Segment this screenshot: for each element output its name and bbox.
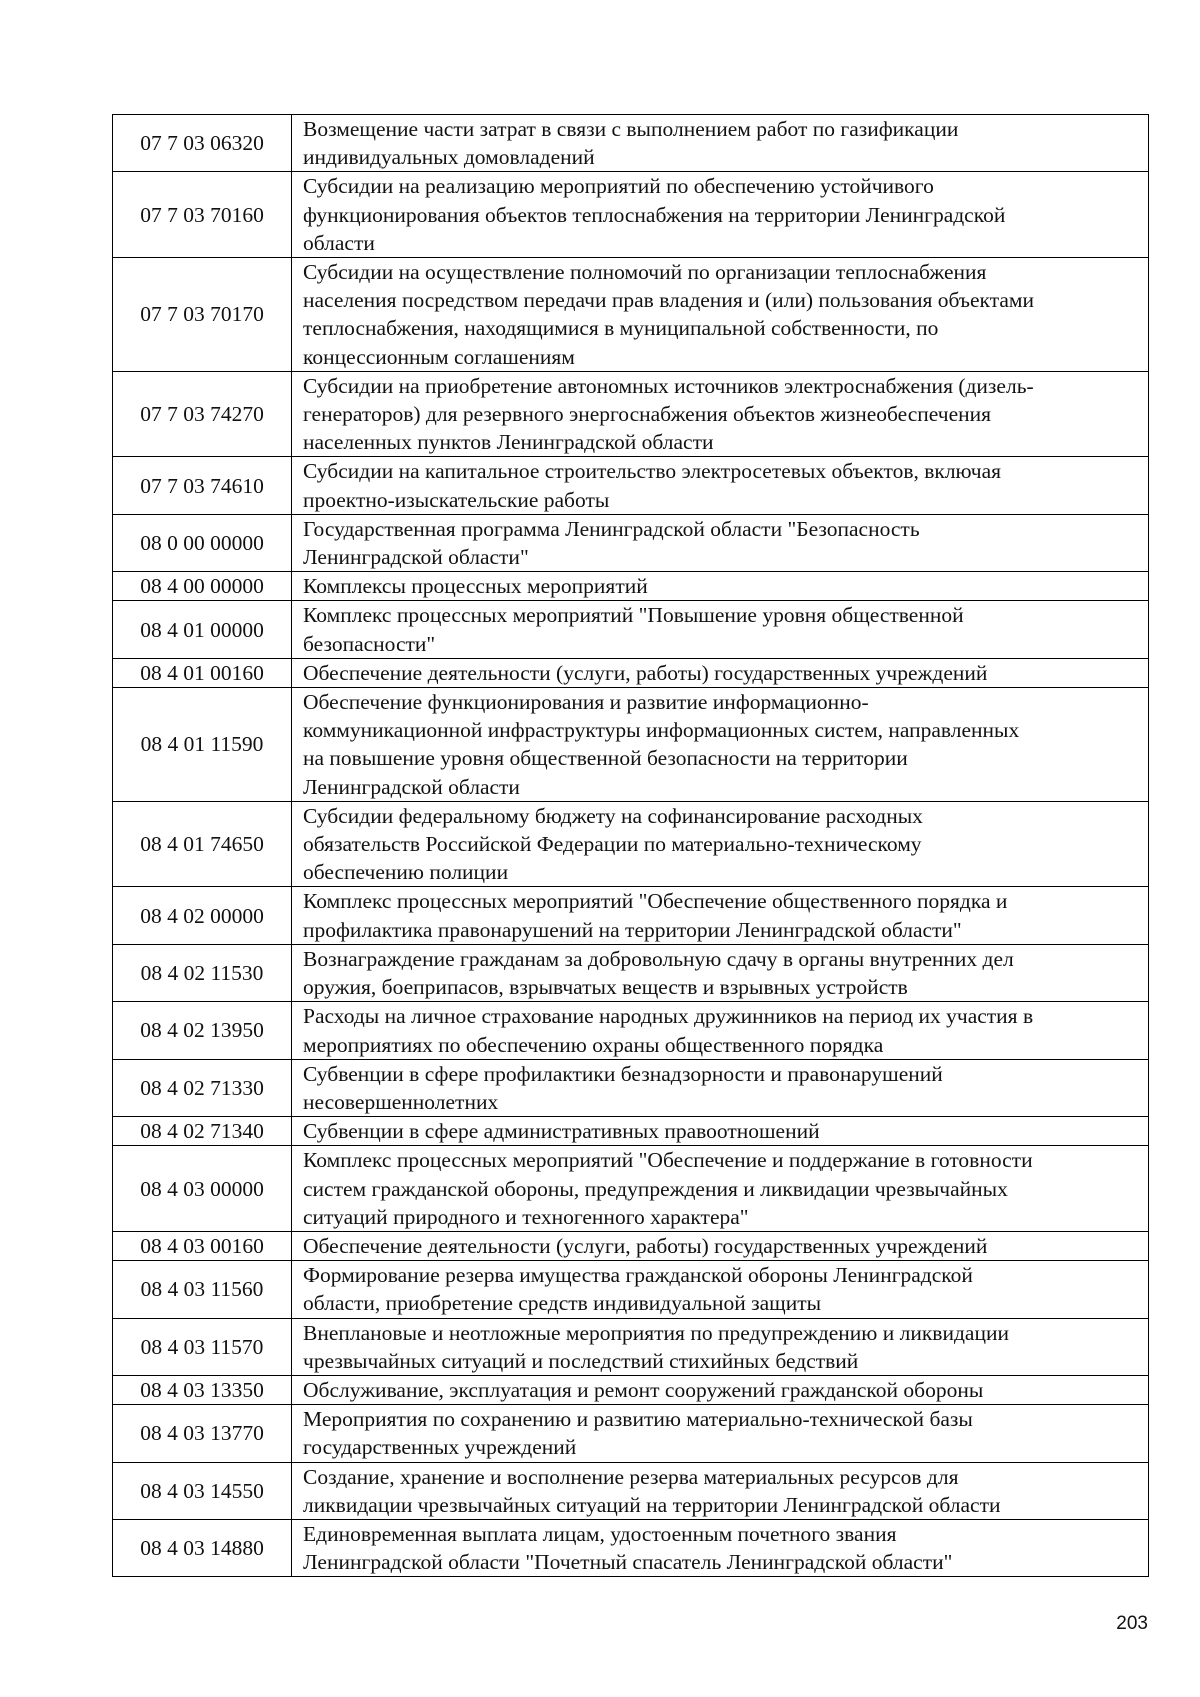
description-line: Вознаграждение гражданам за добровольную сдачу в органы внутренних дел xyxy=(303,946,1014,971)
table-row xyxy=(113,1405,1149,1462)
row-code: 07 7 03 74270 xyxy=(113,371,292,457)
row-code: 08 4 03 11570 xyxy=(113,1318,292,1375)
row-description xyxy=(292,887,1149,944)
description-line: обеспечению полиции xyxy=(303,860,509,885)
description-line: области xyxy=(303,230,375,255)
description-line: ликвидации чрезвычайных ситуаций на территории Ленинградской области xyxy=(303,1492,1001,1517)
description-line: Расходы на личное страхование народных дружинников на период их участия в xyxy=(303,1004,1034,1029)
description-line: Обслуживание, эксплуатация и ремонт сооружений гражданской обороны xyxy=(303,1377,984,1402)
row-code: 08 4 01 11590 xyxy=(113,688,292,802)
row-description xyxy=(292,1117,1149,1146)
description-line: области, приобретение средств индивидуальной защиты xyxy=(303,1291,822,1316)
table-row xyxy=(113,801,1149,887)
row-code: 08 4 02 00000 xyxy=(113,887,292,944)
description-line: Комплекс процессных мероприятий "Повышение уровня общественной xyxy=(303,603,964,628)
row-code: 08 4 03 00000 xyxy=(113,1146,292,1232)
row-code: 07 7 03 70170 xyxy=(113,258,292,372)
row-description xyxy=(292,572,1149,601)
description-line: Субвенции в сфере административных правоотношений xyxy=(303,1119,820,1144)
description-line: Мероприятия по сохранению и развитию материально-технической базы xyxy=(303,1407,973,1432)
description-line: Внеплановые и неотложные мероприятия по предупреждению и ликвидации xyxy=(303,1320,1009,1345)
description-line: теплоснабжения, находящимися в муниципальной собственности, по xyxy=(303,316,939,341)
row-description xyxy=(292,1002,1149,1059)
row-description xyxy=(292,514,1149,571)
description-line: Единовременная выплата лицам, удостоенным почетного звания xyxy=(303,1521,897,1546)
row-code: 07 7 03 74610 xyxy=(113,457,292,514)
row-code: 08 4 02 13950 xyxy=(113,1002,292,1059)
row-code: 08 4 02 71340 xyxy=(113,1117,292,1146)
row-code: 08 4 03 14880 xyxy=(113,1519,292,1576)
description-line: Комплекс процессных мероприятий "Обеспечение общественного порядка и xyxy=(303,889,1008,914)
row-code: 08 4 01 00000 xyxy=(113,601,292,658)
row-code: 08 4 02 71330 xyxy=(113,1059,292,1116)
description-line: чрезвычайных ситуаций и последствий стихийных бедствий xyxy=(303,1348,859,1373)
table-body xyxy=(113,115,1149,1577)
table-row xyxy=(113,115,1149,172)
table-row xyxy=(113,1462,1149,1519)
description-line: систем гражданской обороны, предупреждения и ликвидации чрезвычайных xyxy=(303,1176,1008,1201)
row-description xyxy=(292,801,1149,887)
description-line: населенных пунктов Ленинградской области xyxy=(303,430,714,455)
table-row xyxy=(113,1146,1149,1232)
row-description xyxy=(292,658,1149,687)
description-line: Возмещение части затрат в связи с выполнением работ по газификации xyxy=(303,117,959,141)
table-row xyxy=(113,514,1149,571)
row-code: 08 4 03 14550 xyxy=(113,1462,292,1519)
row-description xyxy=(292,1519,1149,1576)
table-row xyxy=(113,688,1149,802)
description-line: профилактика правонарушений на территории Ленинградской области" xyxy=(303,917,962,942)
row-description xyxy=(292,1318,1149,1375)
description-line: ситуаций природного и техногенного характера" xyxy=(303,1204,749,1229)
description-line: Государственная программа Ленинградской области "Безопасность xyxy=(303,516,920,541)
row-description xyxy=(292,1059,1149,1116)
description-line: Обеспечение функционирования и развитие информационно- xyxy=(303,690,869,715)
table-row xyxy=(113,887,1149,944)
description-line: оружия, боеприпасов, взрывчатых веществ и взрывных устройств xyxy=(303,975,908,1000)
description-line: индивидуальных домовладений xyxy=(303,145,595,170)
row-description xyxy=(292,1462,1149,1519)
table-row xyxy=(113,1059,1149,1116)
row-code: 08 0 00 00000 xyxy=(113,514,292,571)
row-code: 08 4 01 00160 xyxy=(113,658,292,687)
row-code: 08 4 03 11560 xyxy=(113,1261,292,1318)
table-row xyxy=(113,1318,1149,1375)
description-line: населения посредством передачи прав владения и (или) пользования объектами xyxy=(303,288,1034,313)
table-row xyxy=(113,258,1149,372)
description-line: Создание, хранение и восполнение резерва материальных ресурсов для xyxy=(303,1464,959,1489)
row-description xyxy=(292,1231,1149,1260)
description-line: Ленинградской области" xyxy=(303,545,529,570)
row-description xyxy=(292,172,1149,258)
description-line: Обеспечение деятельности (услуги, работы) государственных учреждений xyxy=(303,660,988,685)
page-number: 203 xyxy=(1116,1613,1148,1634)
table-row xyxy=(113,457,1149,514)
row-description xyxy=(292,1261,1149,1318)
description-line: государственных учреждений xyxy=(303,1435,577,1460)
description-line: мероприятиях по обеспечению охраны общественного порядка xyxy=(303,1032,884,1057)
row-description xyxy=(292,601,1149,658)
description-line: проектно-изыскательские работы xyxy=(303,487,610,512)
table-row xyxy=(113,1375,1149,1404)
description-line: Обеспечение деятельности (услуги, работы) государственных учреждений xyxy=(303,1233,988,1258)
description-line: Комплекс процессных мероприятий "Обеспечение и поддержание в готовности xyxy=(303,1148,1033,1173)
description-line: несовершеннолетних xyxy=(303,1089,499,1114)
description-line: Ленинградской области xyxy=(303,774,520,799)
description-line: функционирования объектов теплоснабжения на территории Ленинградской xyxy=(303,202,1006,227)
description-line: концессионным соглашениям xyxy=(303,344,575,369)
row-code: 08 4 02 11530 xyxy=(113,944,292,1001)
table-row xyxy=(113,658,1149,687)
description-line: генераторов) для резервного энергоснабжения объектов жизнеобеспечения xyxy=(303,402,992,427)
description-line: на повышение уровня общественной безопасности на территории xyxy=(303,746,908,771)
row-description xyxy=(292,1405,1149,1462)
description-line: Субсидии на капитальное строительство электросетевых объектов, включая xyxy=(303,459,1002,484)
table-row xyxy=(113,1231,1149,1260)
row-code: 08 4 03 13770 xyxy=(113,1405,292,1462)
description-line: обязательств Российской Федерации по материально-техническому xyxy=(303,832,922,857)
row-code: 08 4 00 00000 xyxy=(113,572,292,601)
description-line: Ленинградской области "Почетный спасатель Ленинградской области" xyxy=(303,1550,953,1575)
row-code: 08 4 03 00160 xyxy=(113,1231,292,1260)
table-row xyxy=(113,601,1149,658)
table-row xyxy=(113,572,1149,601)
description-line: Субсидии на реализацию мероприятий по обеспечению устойчивого xyxy=(303,174,934,199)
row-code: 08 4 01 74650 xyxy=(113,801,292,887)
table-row xyxy=(113,1117,1149,1146)
row-description xyxy=(292,115,1149,172)
table-row xyxy=(113,1002,1149,1059)
description-line: Субсидии на осуществление полномочий по организации теплоснабжения xyxy=(303,260,987,285)
row-description xyxy=(292,457,1149,514)
row-description xyxy=(292,1146,1149,1232)
row-code: 08 4 03 13350 xyxy=(113,1375,292,1404)
description-line: Субвенции в сфере профилактики безнадзорности и правонарушений xyxy=(303,1061,943,1086)
row-code: 07 7 03 06320 xyxy=(113,115,292,172)
table-row xyxy=(113,371,1149,457)
table-row xyxy=(113,944,1149,1001)
table-row xyxy=(113,1261,1149,1318)
description-line: коммуникационной инфраструктуры информационных систем, направленных xyxy=(303,718,1020,743)
description-line: Субсидии на приобретение автономных источников электроснабжения (дизель- xyxy=(303,373,1034,398)
table-row xyxy=(113,172,1149,258)
description-line: Комплексы процессных мероприятий xyxy=(303,574,648,599)
description-line: безопасности" xyxy=(303,631,436,656)
row-code: 07 7 03 70160 xyxy=(113,172,292,258)
description-line: Субсидии федеральному бюджету на софинансирование расходных xyxy=(303,803,923,828)
table-row xyxy=(113,1519,1149,1576)
row-description xyxy=(292,371,1149,457)
description-line: Формирование резерва имущества гражданской обороны Ленинградской xyxy=(303,1263,973,1288)
budget-codes-table xyxy=(112,114,1149,1577)
row-description xyxy=(292,1375,1149,1404)
row-description xyxy=(292,258,1149,372)
row-description xyxy=(292,944,1149,1001)
row-description xyxy=(292,688,1149,802)
